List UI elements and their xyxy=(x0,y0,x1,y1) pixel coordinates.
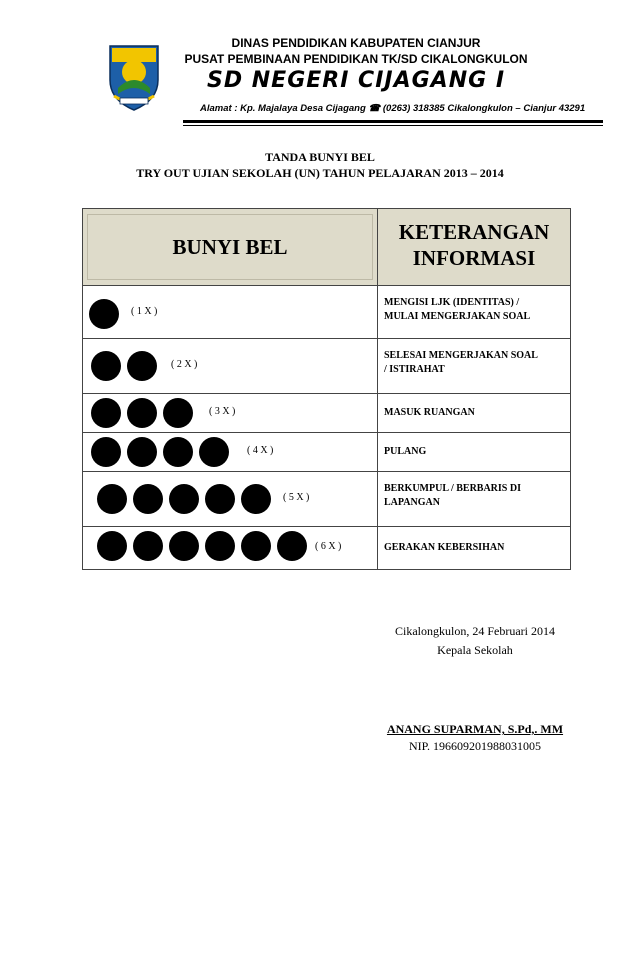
info-text-line1: SELESAI MENGERJAKAN SOAL xyxy=(384,350,538,361)
header-informasi: INFORMASI xyxy=(412,246,536,270)
signature-name: ANANG SUPARMAN, S.Pd,. MM xyxy=(386,722,564,736)
header-rule-thick xyxy=(183,120,603,123)
bell-dot xyxy=(199,437,229,467)
bell-dot xyxy=(91,398,121,428)
header-rule-thin xyxy=(183,125,603,126)
bell-count-label: ( 4 X ) xyxy=(247,445,274,456)
bell-dot xyxy=(163,437,193,467)
header-cell-bell xyxy=(83,209,378,285)
bell-count-label: ( 2 X ) xyxy=(171,359,198,370)
bell-dots xyxy=(83,433,377,471)
bell-dot xyxy=(205,531,235,561)
document-subtitle: TRY OUT UJIAN SEKOLAH (UN) TAHUN PELAJARAN 2013 – 2014 xyxy=(136,166,504,180)
header-cell-info xyxy=(378,209,570,285)
info-text-line1: PULANG xyxy=(384,446,427,457)
bell-count-label: ( 1 X ) xyxy=(131,306,158,317)
info-text-line1: MENGISI LJK (IDENTITAS) / xyxy=(384,297,520,308)
bell-dot xyxy=(133,484,163,514)
bell-dot xyxy=(169,531,199,561)
bell-dots xyxy=(83,286,377,338)
info-text-line1: MASUK RUANGAN xyxy=(384,407,475,418)
table-header-row xyxy=(83,209,570,285)
table-row xyxy=(83,432,570,471)
bell-dot xyxy=(97,531,127,561)
bell-dot xyxy=(205,484,235,514)
bell-dots xyxy=(83,394,377,432)
signature-position: Kepala Sekolah xyxy=(437,643,513,657)
bell-schedule-table xyxy=(82,208,571,570)
table-row xyxy=(83,471,570,526)
school-address: Alamat : Kp. Majalaya Desa Cijagang ☎ (0263) 318385 Cikalongkulon – Cianjur 43291 xyxy=(200,103,586,114)
table-row xyxy=(83,285,570,338)
info-text-line2: / ISTIRAHAT xyxy=(384,364,445,375)
bell-dot xyxy=(89,299,119,329)
signature-nip: NIP. 196609201988031005 xyxy=(408,739,541,753)
bell-dot xyxy=(241,484,271,514)
bell-dot xyxy=(163,398,193,428)
bell-dot xyxy=(169,484,199,514)
center-name: PUSAT PEMBINAAN PENDIDIKAN TK/SD CIKALONGKULON xyxy=(184,52,528,66)
info-text-line2: LAPANGAN xyxy=(384,497,440,508)
bell-dot xyxy=(127,351,157,381)
bell-dot xyxy=(133,531,163,561)
bell-dots xyxy=(83,472,377,526)
header-keterangan: KETERANGAN xyxy=(398,220,550,244)
bell-dot xyxy=(97,484,127,514)
table-row xyxy=(83,526,570,569)
bell-count-label: ( 6 X ) xyxy=(315,541,342,552)
signature-place-date: Cikalongkulon, 24 Februari 2014 xyxy=(395,624,555,638)
info-text-line1: BERKUMPUL / BERBARIS DI xyxy=(384,483,521,494)
bell-dot xyxy=(91,437,121,467)
bell-count-label: ( 3 X ) xyxy=(209,406,236,417)
bell-dot xyxy=(91,351,121,381)
bell-dots xyxy=(83,339,377,393)
school-name: SD NEGERI CIJAGANG I xyxy=(206,68,506,93)
bell-dot xyxy=(127,437,157,467)
info-text-line2: MULAI MENGERJAKAN SOAL xyxy=(384,311,531,322)
bell-dot xyxy=(241,531,271,561)
bell-dots xyxy=(83,527,377,569)
header-bunyi-bel: BUNYI BEL xyxy=(87,214,373,280)
info-text-line1: GERAKAN KEBERSIHAN xyxy=(384,542,505,553)
table-row xyxy=(83,393,570,432)
bell-count-label: ( 5 X ) xyxy=(283,492,310,503)
agency-name: DINAS PENDIDIKAN KABUPATEN CIANJUR xyxy=(231,36,481,50)
bell-dot xyxy=(277,531,307,561)
document-title: TANDA BUNYI BEL xyxy=(265,150,375,164)
table-row xyxy=(83,338,570,393)
bell-dot xyxy=(127,398,157,428)
